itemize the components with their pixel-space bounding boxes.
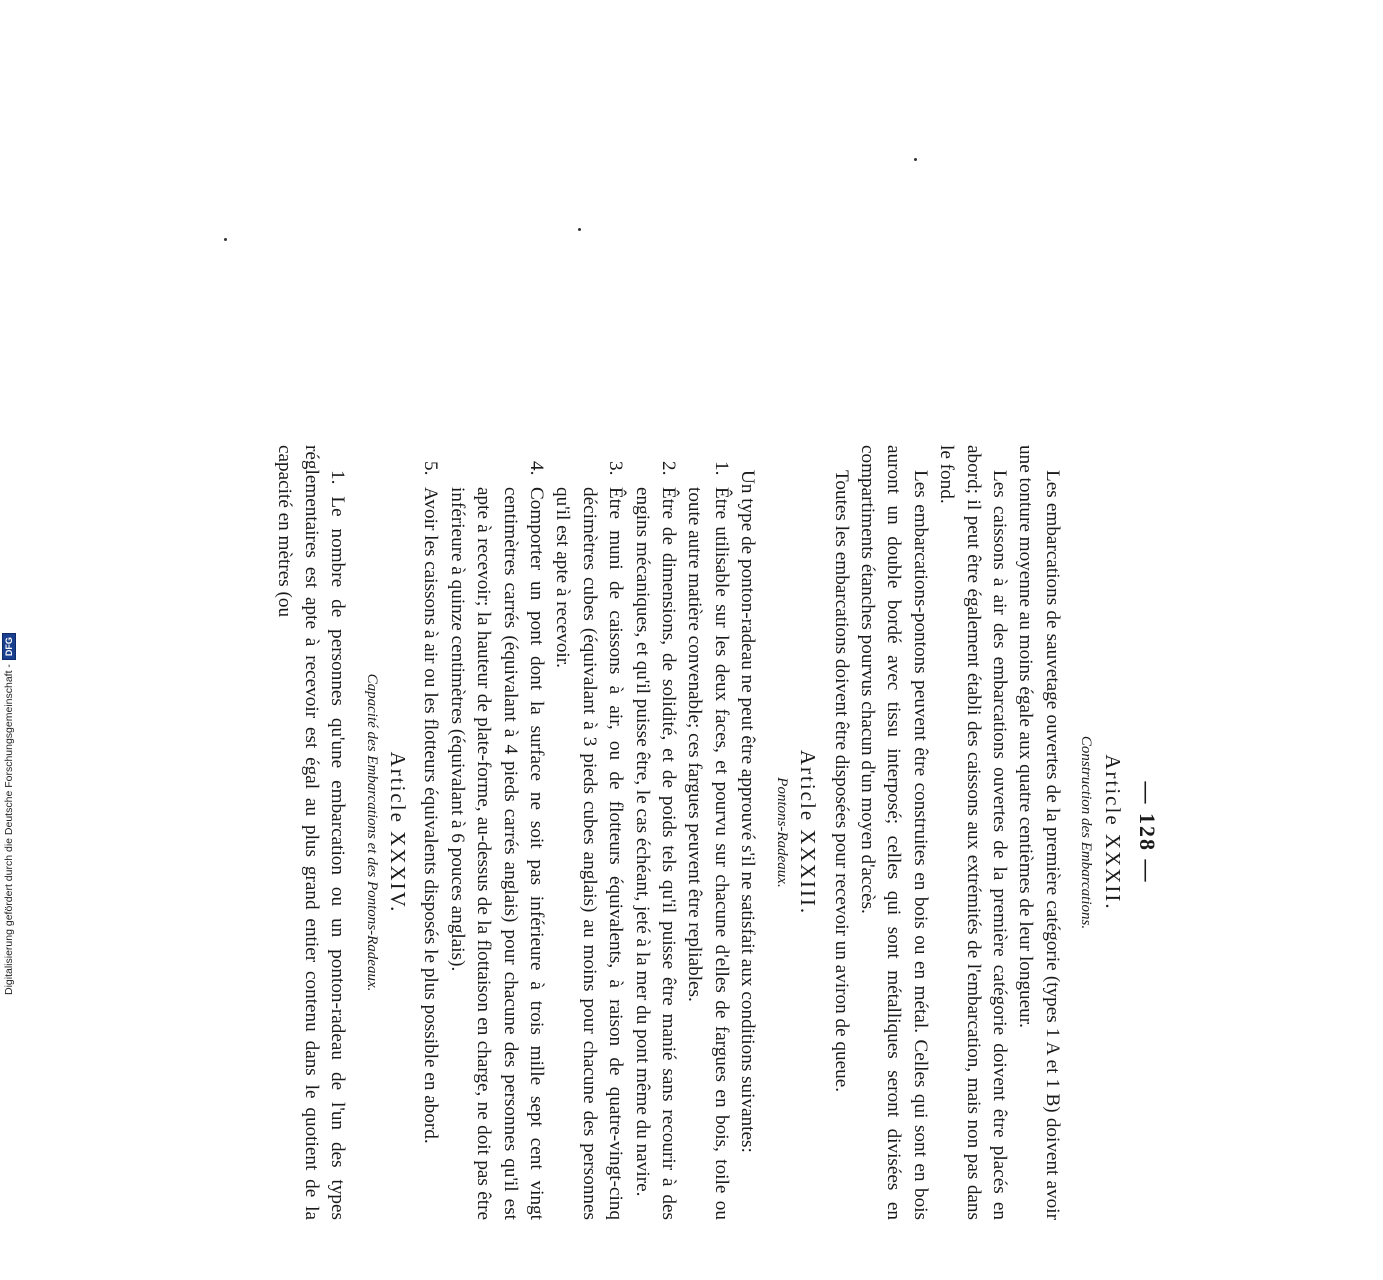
- conditions-list: [417, 445, 734, 1220]
- page-number: — 128 —: [1135, 781, 1160, 884]
- list-item-number: 1.: [710, 461, 732, 476]
- paragraph: Un type de ponton-radeau ne peut être approuvé s'il ne satisfait aux conditions suivantes:: [737, 470, 759, 1153]
- list-item-text: Être de dimensions, de solidité, et de poids tels qu'il puisse être manié sans recourir à des engins mécaniques, et qu'il puisse être, le cas échéant, jeté à la mer du pont même du navire.: [631, 487, 680, 1220]
- article-subtitle: Construction des Embarcations.: [1078, 735, 1095, 930]
- paragraph: Les embarcations de sauvetage ouvertes de la première catégorie (types 1 A et 1 B) doivent avoir une tonture moyenne au moins égale aux quatre centièmes de leur longueur.: [1015, 445, 1063, 1220]
- list-item-number: 4.: [526, 461, 548, 476]
- digitization-credit: [1, 605, 17, 995]
- list-item: [681, 445, 734, 1220]
- paragraph: 1. Le nombre de personnes qu'une embarcation ou un ponton-radeau de l'un des types réglementaires est apte à recevoir est égal au plus grand entier contenu dans le quotient de la capacité en mètres (ou: [274, 445, 349, 1220]
- article-subtitle: Pontons-Radeaux.: [773, 777, 790, 888]
- article-title: Article XXXII.: [1100, 754, 1125, 911]
- scan-speck: [914, 158, 917, 161]
- list-item-text: Être muni de caissons à air, ou de flotteurs équivalents, à raison de quatre-vingt-cinq décimètres cubes (équivalant à 3 pieds cubes anglais) au moins pour chacune des personnes qu'il est apte à recevoir.: [552, 487, 627, 1220]
- article-subtitle: Capacité des Embarcations et des Pontons-Radeaux.: [363, 673, 380, 992]
- paragraph: Les embarcations-pontons peuvent être construites en bois ou en métal. Celles qui sont en bois auront un double bordé avec tissu interposé; celles qui sont métalliques seront divisées en compartiments étanches pourvus chacun d'un moyen d'accès.: [856, 445, 931, 1220]
- credit-text: Digitalisierung gefördert durch die Deutsche Forschungsgemeinschaft -: [3, 664, 15, 995]
- scan-speck: [224, 238, 227, 241]
- article-title: Article XXXIV.: [386, 751, 411, 914]
- paragraph: Les caissons à air des embarcations ouvertes de la première catégorie doivent être placés en abord; il peut être également établi des caissons aux extrémités de l'embarcation, mais non pas dans le fond.: [936, 445, 1010, 1220]
- dfg-logo: DFG: [2, 633, 16, 660]
- list-item-number: 2.: [658, 461, 680, 476]
- scan-speck: [578, 228, 581, 231]
- list-item-text: Être utilisable sur les deux faces, et pourvu sur chacune d'elles de fargues en bois, toile ou toute autre matière convenable; ces fargues peuvent être repliables.: [684, 487, 732, 1220]
- list-item-number: 5.: [420, 461, 442, 476]
- list-item: [628, 445, 681, 1220]
- list-item: [549, 445, 628, 1220]
- paragraph: Toutes les embarcations doivent être disposées pour recevoir un aviron de queue.: [830, 470, 852, 1093]
- list-item-text: Avoir les caissons à air ou les flotteurs équivalents disposés le plus possible en abord.: [420, 487, 442, 1144]
- list-item: [443, 445, 549, 1220]
- text-block: [271, 445, 1160, 1220]
- list-item-number: 3.: [605, 461, 627, 476]
- list-item: [417, 445, 443, 1220]
- article-title: Article XXXIII.: [796, 749, 821, 916]
- document-page: [100, 380, 1200, 1280]
- list-item-text: Comporter un pont dont la surface ne soit pas inférieure à trois mille sept cent vingt centimètres carrés (équivalant à 4 pieds carrés anglais) pour chacune des personnes qu'il est apte à recevoir; la hauteur de plate-forme, au-dessus de la flottaison en charge, ne doit pas être inférieure à quinze centimètres (équivalant à 6 pouces anglais).: [446, 487, 548, 1220]
